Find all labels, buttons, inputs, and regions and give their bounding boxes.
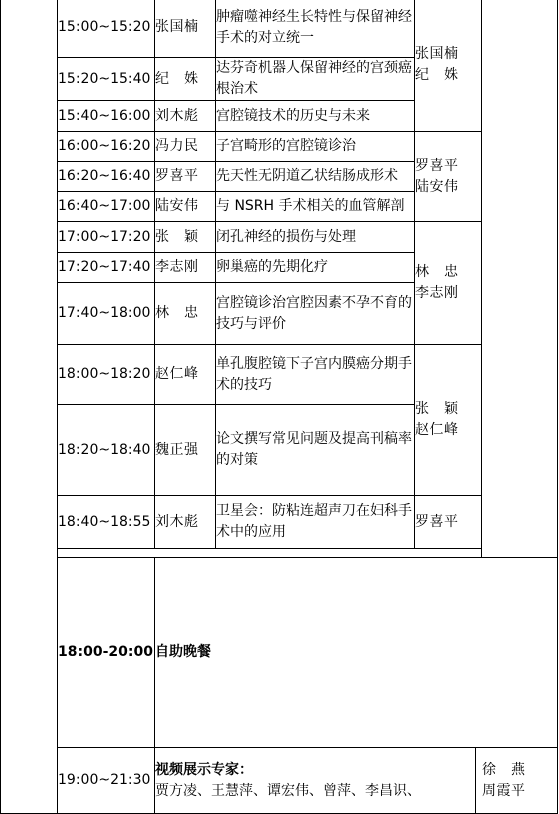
video-chair-cell xyxy=(476,748,558,814)
topic-cell: 卵巢癌的先期化疗 xyxy=(216,253,415,283)
spacer-row xyxy=(1,549,558,558)
topic-cell: 先天性无阴道乙状结肠成形术 xyxy=(216,162,415,192)
chair-name: 张国楠 xyxy=(415,45,459,62)
time-cell: 16:40~17:00 xyxy=(58,192,155,222)
time-cell: 18:20~18:40 xyxy=(58,405,155,496)
video-title: 视频展示专家： xyxy=(155,761,253,778)
blank-column xyxy=(482,0,558,558)
video-row xyxy=(1,748,558,814)
time-cell: 15:20~15:40 xyxy=(58,58,155,101)
chair-cell xyxy=(415,496,482,549)
time-cell: 17:00~17:20 xyxy=(58,222,155,253)
time-cell: 18:40~18:55 xyxy=(58,496,155,549)
speaker-cell: 陆安伟 xyxy=(155,192,216,222)
chair-cell xyxy=(415,345,482,496)
video-chair-name: 周霞平 xyxy=(482,782,526,799)
chair-name: 罗喜平 xyxy=(415,157,459,174)
time-cell: 17:20~17:40 xyxy=(58,253,155,283)
speaker-cell: 刘木彪 xyxy=(155,101,216,132)
speaker-cell: 魏正强 xyxy=(155,405,216,496)
video-experts: 贾方凌、王慧萍、谭宏伟、曾萍、李昌识、 xyxy=(155,782,421,799)
time-cell: 15:00~15:20 xyxy=(58,0,155,58)
speaker-cell: 罗喜平 xyxy=(155,162,216,192)
topic-cell: 达芬奇机器人保留神经的宫颈癌根治术 xyxy=(216,58,415,101)
speaker-cell: 刘木彪 xyxy=(155,496,216,549)
schedule-row xyxy=(1,345,558,405)
topic-cell: 肿瘤噬神经生长特性与保留神经手术的对立统一 xyxy=(216,0,415,58)
topic-cell: 宫腔镜技术的历史与未来 xyxy=(216,101,415,132)
speaker-cell: 赵仁峰 xyxy=(155,345,216,405)
topic-cell: 单孔腹腔镜下子宫内膜癌分期手术的技巧 xyxy=(216,345,415,405)
topic-cell: 闭孔神经的损伤与处理 xyxy=(216,222,415,253)
chair-cell xyxy=(415,132,482,222)
speaker-cell: 纪 姝 xyxy=(155,58,216,101)
chair-name: 李志刚 xyxy=(415,285,459,301)
schedule-row xyxy=(1,222,558,253)
topic-cell: 宫腔镜诊治宫腔因素不孕不育的技巧与评价 xyxy=(216,283,415,345)
speaker-cell: 张 颖 xyxy=(155,222,216,253)
spacer-cell xyxy=(58,549,482,558)
topic-cell: 子宫畸形的宫腔镜诊治 xyxy=(216,132,415,162)
chair-name: 张 颖 xyxy=(415,401,459,417)
chair-name: 陆安伟 xyxy=(415,178,459,195)
left-gutter xyxy=(1,0,58,814)
speaker-cell: 张国楠 xyxy=(155,0,216,58)
dinner-row xyxy=(1,558,558,748)
topic-cell: 卫星会：防粘连超声刀在妇科手术中的应用 xyxy=(216,496,415,549)
time-cell: 15:40~16:00 xyxy=(58,101,155,132)
speaker-cell: 林 忠 xyxy=(155,283,216,345)
time-cell: 16:00~16:20 xyxy=(58,132,155,162)
dinner-time-cell: 18:00-20:00 xyxy=(58,558,155,748)
chair-name: 纪 姝 xyxy=(415,66,459,83)
chair-cell xyxy=(415,0,482,132)
time-cell: 18:00~18:20 xyxy=(58,345,155,405)
schedule-row xyxy=(1,496,558,549)
chair-name: 罗喜平 xyxy=(415,513,459,530)
video-chair-name: 徐 燕 xyxy=(482,761,526,778)
video-experts-cell xyxy=(155,748,476,814)
schedule-row xyxy=(1,132,558,162)
chair-name: 林 忠 xyxy=(415,264,459,280)
time-cell: 17:40~18:00 xyxy=(58,283,155,345)
topic-cell: 论文撰写常见问题及提高刊稿率的对策 xyxy=(216,405,415,496)
topic-cell: 与 NSRH 手术相关的血管解剖 xyxy=(216,192,415,222)
dinner-title-cell: 自助晚餐 xyxy=(155,558,558,748)
chair-name: 赵仁峰 xyxy=(415,422,459,438)
speaker-cell: 李志刚 xyxy=(155,253,216,283)
time-cell: 16:20~16:40 xyxy=(58,162,155,192)
chair-cell xyxy=(415,222,482,345)
schedule-row xyxy=(1,0,558,58)
speaker-cell: 冯力民 xyxy=(155,132,216,162)
video-time-cell: 19:00~21:30 xyxy=(58,748,155,814)
